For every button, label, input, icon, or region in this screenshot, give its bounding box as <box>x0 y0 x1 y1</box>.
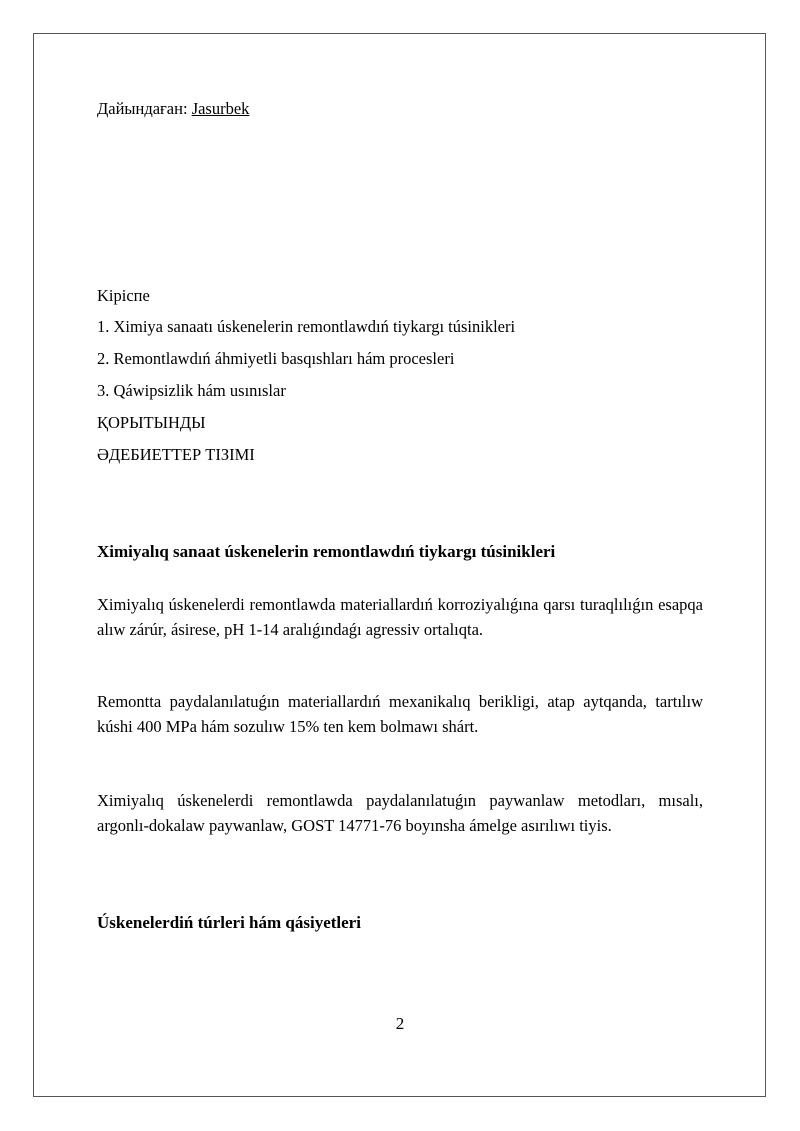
author-name: Jasurbek <box>191 99 250 118</box>
paragraph-2: Remontta paydalanılatuǵın materiallardıń mexanikalıq berikligi, atap aytqanda, tartılıw kúshi 400 MPa hám sozulıw 15% ten kem bolmawı shárt. <box>97 692 703 736</box>
section-heading-1: Ximiyalıq sanaat úskenelerin remontlawdıń tiykargı túsinikleri <box>97 542 556 561</box>
toc-item-3: 3. Qáwipsizlik hám usınıslar <box>97 381 286 400</box>
author-label: Дайындаған: <box>97 99 188 118</box>
section-heading-2: Úskenelerdiń túrleri hám qásiyetleri <box>97 913 361 932</box>
toc-item-intro: Kipicпe <box>97 286 150 305</box>
paragraph-1: Ximiyalıq úskenelerdi remontlawda materiallardıń korroziyalıǵına qarsı turaqlılıǵın esapqa alıw zárúr, ásirese, pH 1-14 aralıǵındaǵı agressiv ortalıqta. <box>97 595 703 639</box>
page-border <box>33 33 766 1097</box>
toc-item-conclusion: ҚОРЫТЫНДЫ <box>97 413 206 432</box>
toc-item-1: 1. Ximiya sanaatı úskenelerin remontlawdıń tiykargı túsinikleri <box>97 317 516 336</box>
page-number: 2 <box>395 1014 405 1033</box>
toc-item-2: 2. Remontlawdıń áhmiyetli basqıshları hám procesleri <box>97 349 455 368</box>
paragraph-3: Ximiyalıq úskenelerdi remontlawda paydalanılatuǵın paywanlaw metodları, mısalı, argonlı-dokalaw paywanlaw, GOST 14771-76 boyınsha ámelge asırılıwı tiyis. <box>97 791 703 835</box>
toc-item-bibliography: ӘДЕБИЕТТЕР ТІЗІМІ <box>97 445 255 464</box>
author-line <box>97 97 249 121</box>
